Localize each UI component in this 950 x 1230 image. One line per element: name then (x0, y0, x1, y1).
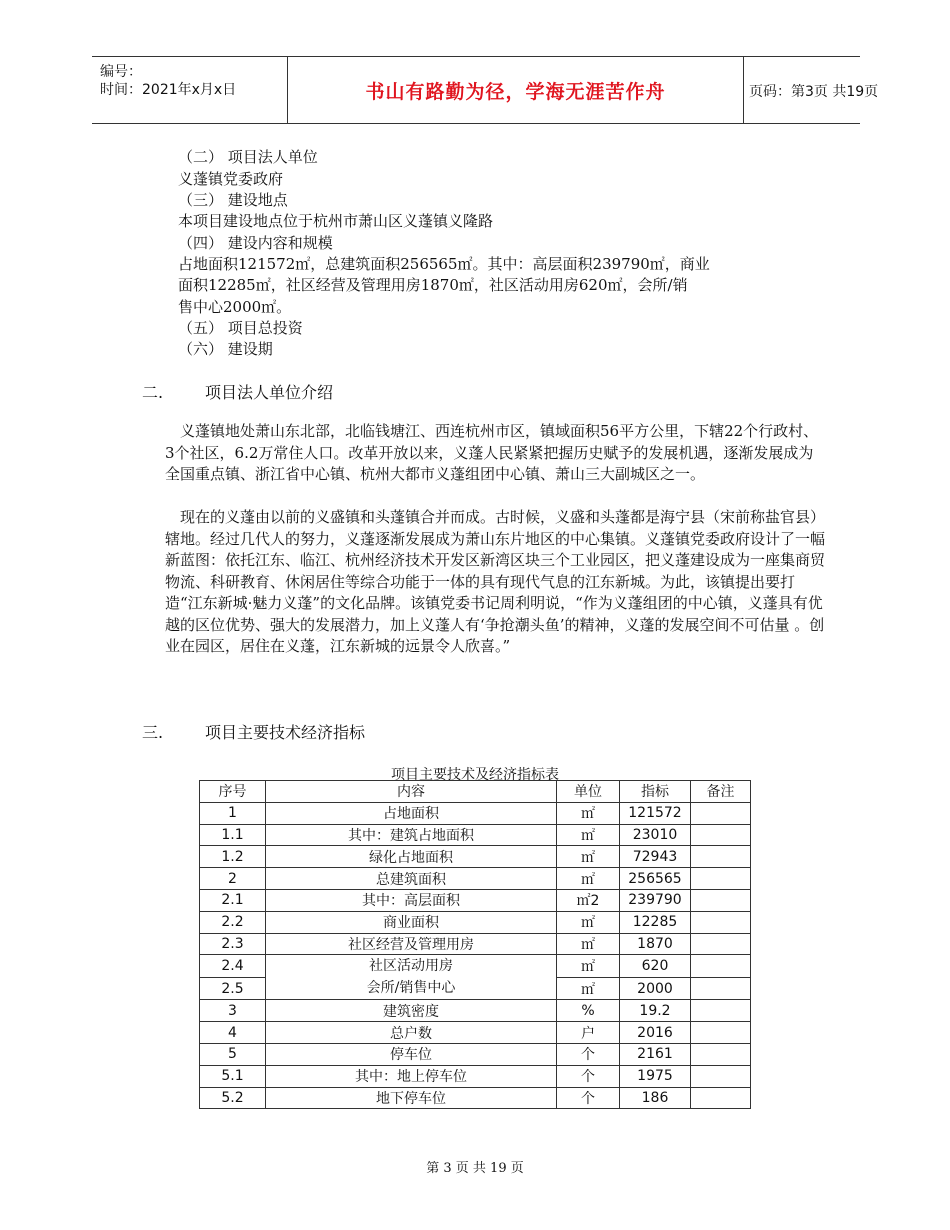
cell-content: 商业面积 (266, 911, 557, 933)
item-scope-line-3: 售中心2000㎡。 (178, 298, 292, 316)
cell-unit: ㎡ (557, 824, 620, 846)
table-row (200, 1000, 751, 1022)
cell-content: 社区经营及管理用房 (266, 933, 557, 955)
cell-value: 121572 (620, 802, 691, 824)
header-motto-cell (287, 57, 744, 123)
header-cell-value: 指标 (620, 781, 691, 803)
item-scope-line-1: 占地面积121572㎡，总建筑面积256565㎡。其中：高层面积239790㎡，商业 (178, 255, 710, 273)
cell-value: 2016 (620, 1022, 691, 1044)
cell-note (691, 1087, 751, 1109)
cell-unit: ㎡ (557, 846, 620, 868)
cell-no: 4 (200, 1022, 266, 1044)
cell-value: 1975 (620, 1065, 691, 1087)
table-row (200, 1087, 751, 1109)
cell-unit: ㎡ (557, 933, 620, 955)
cell-note (691, 824, 751, 846)
cell-no: 5.2 (200, 1087, 266, 1109)
cell-no: 2.4 (200, 955, 266, 978)
table-row (200, 1065, 751, 1087)
cell-content: 社区活动用房 (369, 958, 453, 975)
section-3-number: 三. (142, 723, 164, 742)
cell-note (691, 802, 751, 824)
cell-no: 2.2 (200, 911, 266, 933)
table-row (200, 1022, 751, 1044)
table-row (200, 889, 751, 911)
cell-unit: ㎡ (557, 802, 620, 824)
header-cell-unit: 单位 (557, 781, 620, 803)
header-cell-no: 序号 (200, 781, 266, 803)
cell-unit: 个 (557, 1043, 620, 1065)
doc-number-label: 编号： (100, 64, 142, 80)
cell-value: 72943 (620, 846, 691, 868)
cell-no: 1.1 (200, 824, 266, 846)
item-location-heading: （三） 建设地点 (178, 191, 288, 209)
cell-no: 2.3 (200, 933, 266, 955)
cell-unit: 户 (557, 1022, 620, 1044)
cell-content: 会所/销售中心 (366, 980, 456, 997)
cell-no: 5.1 (200, 1065, 266, 1087)
item-scope-heading: （四） 建设内容和规模 (178, 234, 333, 252)
cell-note (691, 868, 751, 890)
table-row (200, 911, 751, 933)
cell-value: 186 (620, 1087, 691, 1109)
item-investment-heading: （五） 项目总投资 (178, 319, 303, 337)
cell-note (691, 846, 751, 868)
table-title: 项目主要技术及经济指标表 (391, 767, 559, 783)
paragraph-history: 现在的义蓬由以前的义盛镇和头蓬镇合并而成。古时候，义盛和头蓬都是海宁县（宋前称盐官县）辖地。经过几代人的努力，义蓬逐渐发展成为萧山东片地区的中心集镇。义蓬镇党委政府设计了一幅新蓝图：依托江东、临江、杭州经济技术开发区新湾区块三个工业园区，把义蓬建设成为一座集商贸物流、科研教育、休闲居住等综合功能于一体的具有现代气息的江东新城。为此，该镇提出要打造“江东新城·魅力义蓬”的文化品牌。该镇党委书记周利明说，“作为义蓬组团的中心镇，义蓬具有优越的区位优势、强大的发展潜力，加上义蓬人有‘争抢潮头鱼’的精神，义蓬的发展空间不可估量 。创业在园区，居住在义蓬，江东新城的远景令人欣喜。” (165, 508, 826, 655)
cell-unit: ㎡ (557, 955, 620, 978)
cell-value: 12285 (620, 911, 691, 933)
cell-content: 其中：建筑占地面积 (266, 824, 557, 846)
cell-note (691, 1043, 751, 1065)
header-motto: 书山有路勤为径，学海无涯苦作舟 (365, 81, 666, 103)
header-cell-note: 备注 (691, 781, 751, 803)
cell-note (691, 911, 751, 933)
cell-value: 256565 (620, 868, 691, 890)
cell-content: 其中：高层面积 (266, 889, 557, 911)
cell-value: 23010 (620, 824, 691, 846)
cell-no: 2 (200, 868, 266, 890)
cell-unit: % (557, 1000, 620, 1022)
table-row (200, 802, 751, 824)
doc-time-label: 时间：2021年x月x日 (100, 82, 237, 98)
cell-note (691, 955, 751, 978)
cell-note (691, 1065, 751, 1087)
cell-content: 地下停车位 (266, 1087, 557, 1109)
page-header (92, 56, 879, 124)
cell-content: 总户数 (266, 1022, 557, 1044)
table-row (200, 846, 751, 868)
table-row (200, 1043, 751, 1065)
cell-note (691, 1000, 751, 1022)
cell-content: 建筑密度 (266, 1000, 557, 1022)
section-2-title: 项目法人单位介绍 (205, 383, 334, 402)
cell-no: 1 (200, 802, 266, 824)
cell-note (691, 933, 751, 955)
table-row (200, 824, 751, 846)
cell-note (691, 889, 751, 911)
item-location-text: 本项目建设地点位于杭州市萧山区义蓬镇义隆路 (178, 212, 494, 230)
cell-note (691, 977, 751, 1000)
cell-unit: 个 (557, 1087, 620, 1109)
table-header-row (200, 781, 751, 803)
cell-content: 总建筑面积 (266, 868, 557, 890)
cell-value: 19.2 (620, 1000, 691, 1022)
header-cell-content: 内容 (266, 781, 557, 803)
table-row (200, 868, 751, 890)
cell-unit: ㎡ (557, 868, 620, 890)
cell-content: 绿化占地面积 (266, 846, 557, 868)
cell-value: 1870 (620, 933, 691, 955)
cell-no: 3 (200, 1000, 266, 1022)
cell-no: 2.5 (200, 977, 266, 1000)
table-row (200, 933, 751, 955)
item-legal-unit-text: 义蓬镇党委政府 (178, 170, 284, 188)
header-meta (92, 57, 287, 123)
cell-content: 其中：地上停车位 (266, 1065, 557, 1087)
cell-unit: ㎡ (557, 977, 620, 1000)
item-legal-unit-heading: （二） 项目法人单位 (178, 148, 318, 166)
item-period-heading: （六） 建设期 (178, 340, 273, 358)
cell-note (691, 1022, 751, 1044)
item-scope-line-2: 面积12285㎡，社区经营及管理用房1870㎡，社区活动用房620㎡，会所/销 (178, 276, 688, 294)
header-page-cell (743, 57, 879, 123)
header-page-label: 页码：第3页 共19页 (749, 84, 879, 100)
cell-content: 占地面积 (266, 802, 557, 824)
table-row (200, 955, 751, 978)
cell-content: 停车位 (266, 1043, 557, 1065)
section-2-number: 二. (142, 383, 164, 402)
cell-unit: 个 (557, 1065, 620, 1087)
page-footer: 第 3 页 共 19 页 (426, 1161, 524, 1176)
cell-unit: ㎡ (557, 911, 620, 933)
cell-value: 2000 (620, 977, 691, 1000)
cell-content-merged (266, 955, 557, 1000)
cell-value: 2161 (620, 1043, 691, 1065)
paragraph-intro: 义蓬镇地处萧山东北部，北临钱塘江、西连杭州市区，镇域面积56平方公里，下辖22个行政村、3个社区，6.2万常住人口。改革开放以来，义蓬人民紧紧把握历史赋予的发展机遇，逐渐发展成为全国重点镇、浙江省中心镇、杭州大都市义蓬组团中心镇、萧山三大副城区之一。 (165, 422, 819, 483)
cell-no: 5 (200, 1043, 266, 1065)
cell-no: 1.2 (200, 846, 266, 868)
section-3-title: 项目主要技术经济指标 (205, 723, 366, 742)
cell-value: 620 (620, 955, 691, 978)
indicator-table (199, 780, 751, 1109)
cell-no: 2.1 (200, 889, 266, 911)
cell-unit: ㎡2 (557, 889, 620, 911)
cell-value: 239790 (620, 889, 691, 911)
